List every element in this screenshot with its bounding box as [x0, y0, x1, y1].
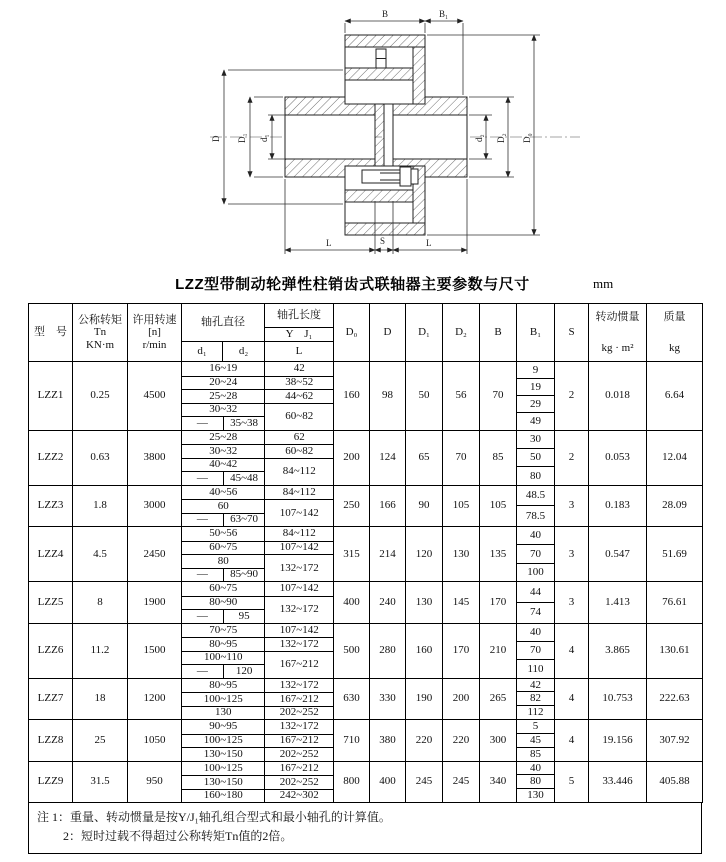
cell-B1: 100 [517, 563, 554, 581]
b1-stack [517, 486, 554, 527]
speed-line1: 许用转速 [132, 313, 177, 326]
torque-line2: Tn [93, 326, 107, 339]
cell-model: LZZ8 [29, 720, 73, 762]
cell-nominal-torque: 0.63 [73, 430, 128, 485]
cell-S: 3 [555, 582, 589, 624]
col-header-L: L [265, 342, 334, 362]
cell-length: 132~172 [264, 679, 333, 693]
cell-bore-range: 130~150 [182, 747, 264, 761]
cell-length: 202~252 [264, 775, 333, 789]
bore-grid [182, 486, 333, 527]
cell-B1: 9 [532, 363, 539, 376]
b1-stack [517, 679, 554, 720]
cell-bore-d2: 45~48 [223, 471, 265, 485]
cell-S: 3 [555, 527, 589, 582]
cell-D1: 90 [406, 485, 443, 527]
cell-bore-range: 60 [182, 499, 264, 513]
cell-B1: 42 [530, 678, 541, 691]
cell-bore-range: 160~180 [182, 789, 264, 803]
cell-D0: 800 [334, 761, 370, 803]
cell-S: 2 [555, 430, 589, 485]
b1-stack [517, 362, 554, 430]
cell-bore-d1: — [182, 568, 223, 582]
cell-length: 44~62 [264, 389, 333, 403]
cell-S: 4 [555, 678, 589, 720]
cell-B: 340 [480, 761, 517, 803]
table-body [29, 362, 703, 803]
bore-grid [182, 362, 333, 430]
model-row [29, 761, 703, 803]
cell-bore-range: 20~24 [182, 376, 264, 390]
cell-bore-d1: — [182, 513, 223, 527]
footnote-2: 2：短时过载不得超过公称转矩Tn值的2倍。 [63, 828, 293, 843]
coupling-cross-section-svg [180, 2, 726, 268]
mass-unit: kg [669, 341, 680, 354]
col-header-bore-diameter: 轴孔直径 [182, 304, 265, 342]
model-row [29, 527, 703, 582]
model-row [29, 623, 703, 678]
cell-nominal-torque: 25 [73, 720, 128, 762]
cell-inertia: 0.053 [589, 430, 647, 485]
cell-B1: 29 [517, 395, 554, 412]
cell-B1: 48.5 [525, 489, 546, 502]
cell-model: LZZ2 [29, 430, 73, 485]
col-header-B1: B₁ [517, 304, 555, 362]
cell-B1: 19 [517, 378, 554, 395]
cell-B1-group [517, 362, 555, 431]
cell-nominal-torque: 0.25 [73, 362, 128, 431]
cell-length: 202~252 [264, 747, 333, 761]
cell-bore-group [182, 362, 334, 431]
cell-speed: 1500 [128, 623, 182, 678]
cell-bore-range: 80~90 [182, 596, 264, 610]
cell-S: 3 [555, 485, 589, 527]
cell-D: 330 [370, 678, 406, 720]
col-header-model: 型 号 [29, 304, 73, 362]
cell-length: 242~302 [264, 789, 333, 803]
cell-D0: 500 [334, 623, 370, 678]
cell-D2: 145 [443, 582, 480, 624]
cell-D: 214 [370, 527, 406, 582]
cell-B1-group [517, 678, 555, 720]
cell-S: 5 [555, 761, 589, 803]
cell-model: LZZ4 [29, 527, 73, 582]
cell-D2: 170 [443, 623, 480, 678]
cell-bore-range: 130 [182, 706, 264, 720]
cell-bore-group [182, 582, 334, 624]
cell-bore-range: 80~95 [182, 637, 264, 651]
cell-length: 107~142 [264, 499, 333, 526]
cell-bore-d1: — [182, 471, 223, 485]
cell-bore-group [182, 623, 334, 678]
model-row [29, 720, 703, 762]
cell-D: 124 [370, 430, 406, 485]
cell-speed: 3800 [128, 430, 182, 485]
col-header-d1: d₁ [182, 342, 223, 362]
cell-S: 2 [555, 362, 589, 431]
cell-model: LZZ3 [29, 485, 73, 527]
cell-bore-range: 80~95 [209, 678, 238, 691]
cell-D2: 130 [443, 527, 480, 582]
cell-length: 60~82 [264, 444, 333, 458]
cell-bore-group [182, 761, 334, 803]
cell-speed: 3000 [128, 485, 182, 527]
cell-B1: 82 [517, 691, 554, 705]
dim-label-d1: d₁ [259, 134, 269, 142]
cell-length: 42 [264, 362, 333, 376]
b1-stack [517, 624, 554, 678]
title-row [0, 273, 726, 297]
cell-nominal-torque: 18 [73, 678, 128, 720]
cell-nominal-torque: 11.2 [73, 623, 128, 678]
cell-inertia: 1.413 [589, 582, 647, 624]
cell-B1: 80 [517, 466, 554, 484]
col-header-torque [73, 304, 128, 362]
cell-mass: 6.64 [647, 362, 703, 431]
cell-D1: 50 [406, 362, 443, 431]
cell-D2: 200 [443, 678, 480, 720]
cell-bore-group [182, 678, 334, 720]
cell-B1: 70 [517, 641, 554, 659]
cell-mass: 222.63 [647, 678, 703, 720]
dim-label-S: S [380, 236, 386, 246]
cell-length: 84~112 [264, 458, 333, 485]
bore-grid [182, 527, 333, 581]
cell-length: 132~172 [264, 720, 333, 734]
col-header-D1: D₁ [406, 304, 443, 362]
cell-nominal-torque: 31.5 [73, 761, 128, 803]
cell-length: 202~252 [264, 706, 333, 720]
cell-bore-range: 80 [182, 554, 264, 568]
cell-bore-range: 30~32 [182, 444, 264, 458]
cell-B1-group [517, 582, 555, 624]
cell-B1-group [517, 485, 555, 527]
col-header-speed [128, 304, 182, 362]
model-row [29, 582, 703, 624]
cell-D1: 190 [406, 678, 443, 720]
cell-B1: 78.5 [517, 505, 554, 526]
col-header-YJ1: Y J₁ [265, 328, 334, 342]
cell-length: 167~212 [264, 734, 333, 748]
dim-label-D2: D₂ [496, 133, 506, 143]
cell-bore-range: 40~42 [182, 458, 264, 472]
dim-label-D: D [211, 135, 221, 142]
cell-mass: 405.88 [647, 761, 703, 803]
dim-label-D0: D₀ [522, 133, 532, 143]
cell-bore-range: 40~56 [209, 485, 238, 498]
cell-mass: 51.69 [647, 527, 703, 582]
col-header-mass [647, 304, 703, 362]
cell-mass: 130.61 [647, 623, 703, 678]
cell-length: 84~112 [264, 527, 333, 541]
col-header-S: S [555, 304, 589, 362]
cell-speed: 1200 [128, 678, 182, 720]
parameter-table-wrap [28, 303, 702, 854]
unit-label: mm [593, 276, 614, 291]
cell-D0: 160 [334, 362, 370, 431]
cell-bore-range: 90~95 [209, 720, 238, 733]
mass-title: 质量 [663, 310, 686, 323]
cell-inertia: 10.753 [589, 678, 647, 720]
model-row [29, 430, 703, 485]
model-row [29, 362, 703, 431]
cell-bore-group [182, 527, 334, 582]
cell-speed: 1050 [128, 720, 182, 762]
cell-inertia: 0.547 [589, 527, 647, 582]
inertia-title: 转动惯量 [595, 310, 640, 323]
cell-bore-range: 130~150 [182, 775, 264, 789]
bore-grid [182, 679, 333, 720]
cell-mass: 76.61 [647, 582, 703, 624]
page-title: LZZ型带制动轮弹性柱销齿式联轴器主要参数与尺寸 [175, 276, 530, 293]
bore-grid [182, 762, 333, 803]
cell-bore-range: 100~125 [182, 692, 264, 706]
dim-label-L-left: L [326, 238, 332, 248]
dim-label-D1: D₁ [237, 133, 247, 143]
cell-B1-group [517, 761, 555, 803]
cell-length: 107~142 [264, 582, 333, 596]
cell-D1: 130 [406, 582, 443, 624]
cell-S: 4 [555, 623, 589, 678]
cell-bore-range: 70~75 [209, 623, 238, 636]
dim-label-B1: B₁ [439, 9, 449, 19]
cell-D2: 70 [443, 430, 480, 485]
cell-D1: 160 [406, 623, 443, 678]
cell-model: LZZ9 [29, 761, 73, 803]
cell-length: 132~172 [264, 637, 333, 651]
cell-length: 38~52 [264, 376, 333, 390]
cell-D: 240 [370, 582, 406, 624]
cell-B1: 110 [517, 659, 554, 677]
table-header [29, 304, 703, 362]
cell-bore-group [182, 720, 334, 762]
b1-stack [517, 582, 554, 623]
cell-D1: 220 [406, 720, 443, 762]
cell-bore-range: 100~125 [203, 761, 243, 774]
cell-bore-range: 60~75 [182, 541, 264, 555]
cell-D2: 56 [443, 362, 480, 431]
cell-B1: 40 [530, 761, 541, 774]
cell-model: LZZ5 [29, 582, 73, 624]
model-row [29, 678, 703, 720]
cell-B1: 44 [530, 585, 541, 598]
b1-stack [517, 431, 554, 485]
col-header-D2: D₂ [443, 304, 480, 362]
cell-B1: 130 [517, 788, 554, 802]
cell-length: 84~112 [264, 486, 333, 500]
cell-bore-range: 100~125 [182, 734, 264, 748]
cell-bore-group [182, 485, 334, 527]
cell-bore-range: 100~110 [182, 651, 264, 665]
cell-nominal-torque: 8 [73, 582, 128, 624]
cell-D2: 245 [443, 761, 480, 803]
cell-length: 167~212 [264, 762, 333, 776]
cell-bore-range: 25~28 [182, 389, 264, 403]
cell-B1-group [517, 527, 555, 582]
cell-B1: 112 [517, 705, 554, 719]
cell-mass: 12.04 [647, 430, 703, 485]
cell-D0: 630 [334, 678, 370, 720]
col-header-d2: d₂ [223, 342, 265, 362]
cell-bore-d1: — [182, 609, 223, 623]
cell-speed: 4500 [128, 362, 182, 431]
cell-B1: 49 [517, 412, 554, 429]
cell-mass: 28.09 [647, 485, 703, 527]
cell-B1: 50 [517, 448, 554, 466]
cell-bore-d1: — [182, 416, 223, 430]
bore-grid [182, 720, 333, 761]
cell-B1: 40 [530, 529, 541, 542]
cell-length: 107~142 [264, 624, 333, 638]
cell-bore-d2: 35~38 [223, 416, 265, 430]
cell-D1: 245 [406, 761, 443, 803]
bore-grid [182, 431, 333, 485]
technical-drawing [180, 2, 726, 268]
cell-D2: 220 [443, 720, 480, 762]
cell-B1: 85 [517, 747, 554, 761]
cell-length: 167~212 [264, 651, 333, 678]
cell-bore-d2: 120 [223, 664, 265, 678]
bore-grid [182, 624, 333, 678]
cell-nominal-torque: 4.5 [73, 527, 128, 582]
cell-bore-d2: 85~90 [223, 568, 265, 582]
cell-D: 280 [370, 623, 406, 678]
cell-bore-group [182, 430, 334, 485]
cell-model: LZZ1 [29, 362, 73, 431]
cell-length: 62 [264, 431, 333, 445]
cell-inertia: 0.183 [589, 485, 647, 527]
cell-B1-group [517, 720, 555, 762]
cell-length: 132~172 [264, 596, 333, 623]
cell-B: 70 [480, 362, 517, 431]
cell-D0: 200 [334, 430, 370, 485]
cell-speed: 2450 [128, 527, 182, 582]
cell-D0: 710 [334, 720, 370, 762]
cell-D0: 315 [334, 527, 370, 582]
torque-line3: KN·m [85, 338, 115, 351]
inertia-unit: kg · m² [601, 341, 634, 354]
cell-S: 4 [555, 720, 589, 762]
cell-inertia: 3.865 [589, 623, 647, 678]
cell-B1-group [517, 623, 555, 678]
cell-D1: 120 [406, 527, 443, 582]
cell-B1: 74 [517, 602, 554, 623]
cell-mass: 307.92 [647, 720, 703, 762]
b1-stack [517, 720, 554, 761]
cell-B1: 5 [532, 720, 539, 733]
b1-stack [517, 762, 554, 803]
cell-B1: 45 [517, 733, 554, 747]
cell-model: LZZ7 [29, 678, 73, 720]
cell-bore-range: 16~19 [209, 362, 238, 375]
cell-bore-range: 50~56 [209, 527, 238, 540]
cell-inertia: 33.446 [589, 761, 647, 803]
cell-bore-range: 25~28 [209, 430, 238, 443]
cell-D: 166 [370, 485, 406, 527]
cell-D2: 105 [443, 485, 480, 527]
cell-B1: 70 [517, 544, 554, 562]
cell-length: 60~82 [264, 403, 333, 430]
dim-label-B: B [382, 9, 389, 19]
cell-B1: 80 [517, 774, 554, 788]
cell-bore-d2: 63~70 [223, 513, 265, 527]
col-header-inertia [589, 304, 647, 362]
cell-B: 210 [480, 623, 517, 678]
cell-D0: 400 [334, 582, 370, 624]
footnotes [28, 803, 702, 854]
col-header-bore-length: 轴孔长度 [265, 304, 334, 328]
cell-B1: 40 [530, 625, 541, 638]
cell-D: 98 [370, 362, 406, 431]
cell-D: 380 [370, 720, 406, 762]
speed-line2: [n] [148, 326, 161, 339]
cell-inertia: 19.156 [589, 720, 647, 762]
cell-speed: 1900 [128, 582, 182, 624]
col-header-D: D [370, 304, 406, 362]
cell-B: 265 [480, 678, 517, 720]
b1-stack [517, 527, 554, 581]
footnote-1: 注 1：重量、转动惯量是按Y/J₁轴孔组合型式和最小轴孔的计算值。 [37, 810, 391, 824]
col-header-D0: D₀ [334, 304, 370, 362]
cell-length: 107~142 [264, 541, 333, 555]
cell-B: 300 [480, 720, 517, 762]
dim-label-d2: d₂ [474, 134, 484, 142]
cell-D1: 65 [406, 430, 443, 485]
model-row [29, 485, 703, 527]
cell-B: 170 [480, 582, 517, 624]
cell-length: 132~172 [264, 554, 333, 581]
cell-B1-group [517, 430, 555, 485]
torque-line1: 公称转矩 [78, 313, 122, 326]
cell-length: 167~212 [264, 692, 333, 706]
parameter-table [28, 303, 703, 803]
cell-model: LZZ6 [29, 623, 73, 678]
cell-D0: 250 [334, 485, 370, 527]
cell-bore-d2: 95 [223, 609, 265, 623]
cell-nominal-torque: 1.8 [73, 485, 128, 527]
dim-label-L-right: L [426, 238, 432, 248]
cell-inertia: 0.018 [589, 362, 647, 431]
cell-B: 85 [480, 430, 517, 485]
cell-bore-d1: — [182, 664, 223, 678]
cell-B: 135 [480, 527, 517, 582]
cell-speed: 950 [128, 761, 182, 803]
bore-grid [182, 582, 333, 623]
cell-bore-range: 60~75 [209, 582, 238, 595]
cell-bore-range: 30~32 [182, 403, 264, 417]
cell-B: 105 [480, 485, 517, 527]
cell-D: 400 [370, 761, 406, 803]
speed-line3: r/min [142, 338, 167, 351]
col-header-B: B [480, 304, 517, 362]
cell-B1: 30 [530, 432, 541, 445]
